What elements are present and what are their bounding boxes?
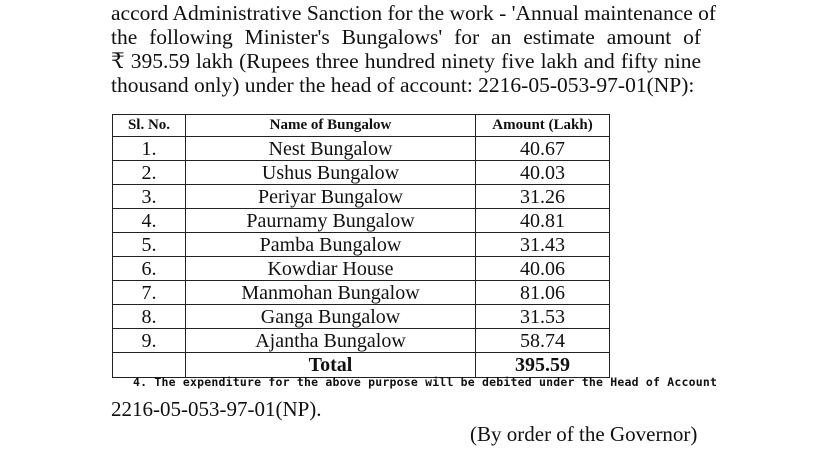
row-bungalow-name: Kowdiar House bbox=[186, 257, 476, 281]
row-amount: 40.06 bbox=[476, 257, 610, 281]
row-bungalow-name: Pamba Bungalow bbox=[186, 233, 476, 257]
row-bungalow-name: Paurnamy Bungalow bbox=[186, 209, 476, 233]
row-amount: 81.06 bbox=[476, 281, 610, 305]
header-amount: Amount (Lakh) bbox=[476, 115, 610, 137]
row-sl-no: 6. bbox=[113, 257, 186, 281]
paragraph-line: accord Administrative Sanction for the work - 'Annual maintenance of bbox=[111, 1, 717, 25]
table-header-row bbox=[113, 115, 610, 137]
total-amount: 395.59 bbox=[476, 353, 610, 378]
row-bungalow-name: Nest Bungalow bbox=[186, 137, 476, 161]
row-amount: 40.67 bbox=[476, 137, 610, 161]
row-bungalow-name: Ganga Bungalow bbox=[186, 305, 476, 329]
governor-order-line: (By order of the Governor) bbox=[470, 422, 698, 446]
row-bungalow-name: Periyar Bungalow bbox=[186, 185, 476, 209]
table-row bbox=[113, 161, 610, 185]
paragraph-line: ₹ 395.59 lakh (Rupees three hundred ninety five lakh and fifty nine bbox=[111, 49, 701, 73]
row-sl-no: 3. bbox=[113, 185, 186, 209]
table-row bbox=[113, 257, 610, 281]
row-sl-no: 2. bbox=[113, 161, 186, 185]
total-empty-cell bbox=[113, 353, 186, 378]
table-row bbox=[113, 185, 610, 209]
table-row bbox=[113, 329, 610, 353]
expenditure-note: 4. The expenditure for the above purpose will be debited under the Head of Account bbox=[133, 375, 718, 389]
row-bungalow-name: Ajantha Bungalow bbox=[186, 329, 476, 353]
row-amount: 40.03 bbox=[476, 161, 610, 185]
row-amount: 31.26 bbox=[476, 185, 610, 209]
table-row bbox=[113, 281, 610, 305]
paragraph-line: thousand only) under the head of account: 2216-05-053-97-01(NP): bbox=[111, 73, 695, 97]
row-amount: 31.43 bbox=[476, 233, 610, 257]
row-amount: 58.74 bbox=[476, 329, 610, 353]
row-sl-no: 4. bbox=[113, 209, 186, 233]
row-amount: 31.53 bbox=[476, 305, 610, 329]
row-sl-no: 9. bbox=[113, 329, 186, 353]
paragraph-line: the following Minister's Bungalows' for an estimate amount of bbox=[111, 25, 701, 49]
header-sl-no: Sl. No. bbox=[113, 115, 186, 137]
row-bungalow-name: Manmohan Bungalow bbox=[186, 281, 476, 305]
total-label: Total bbox=[186, 353, 476, 378]
total-row bbox=[113, 353, 610, 378]
table-row bbox=[113, 233, 610, 257]
sanction-paragraph bbox=[111, 1, 717, 97]
row-bungalow-name: Ushus Bungalow bbox=[186, 161, 476, 185]
table-row bbox=[113, 305, 610, 329]
table-row bbox=[113, 137, 610, 161]
bungalow-table bbox=[112, 114, 610, 378]
table-row bbox=[113, 209, 610, 233]
header-name: Name of Bungalow bbox=[186, 115, 476, 137]
row-amount: 40.81 bbox=[476, 209, 610, 233]
row-sl-no: 5. bbox=[113, 233, 186, 257]
row-sl-no: 8. bbox=[113, 305, 186, 329]
row-sl-no: 1. bbox=[113, 137, 186, 161]
head-of-account: 2216-05-053-97-01(NP). bbox=[111, 397, 322, 421]
row-sl-no: 7. bbox=[113, 281, 186, 305]
